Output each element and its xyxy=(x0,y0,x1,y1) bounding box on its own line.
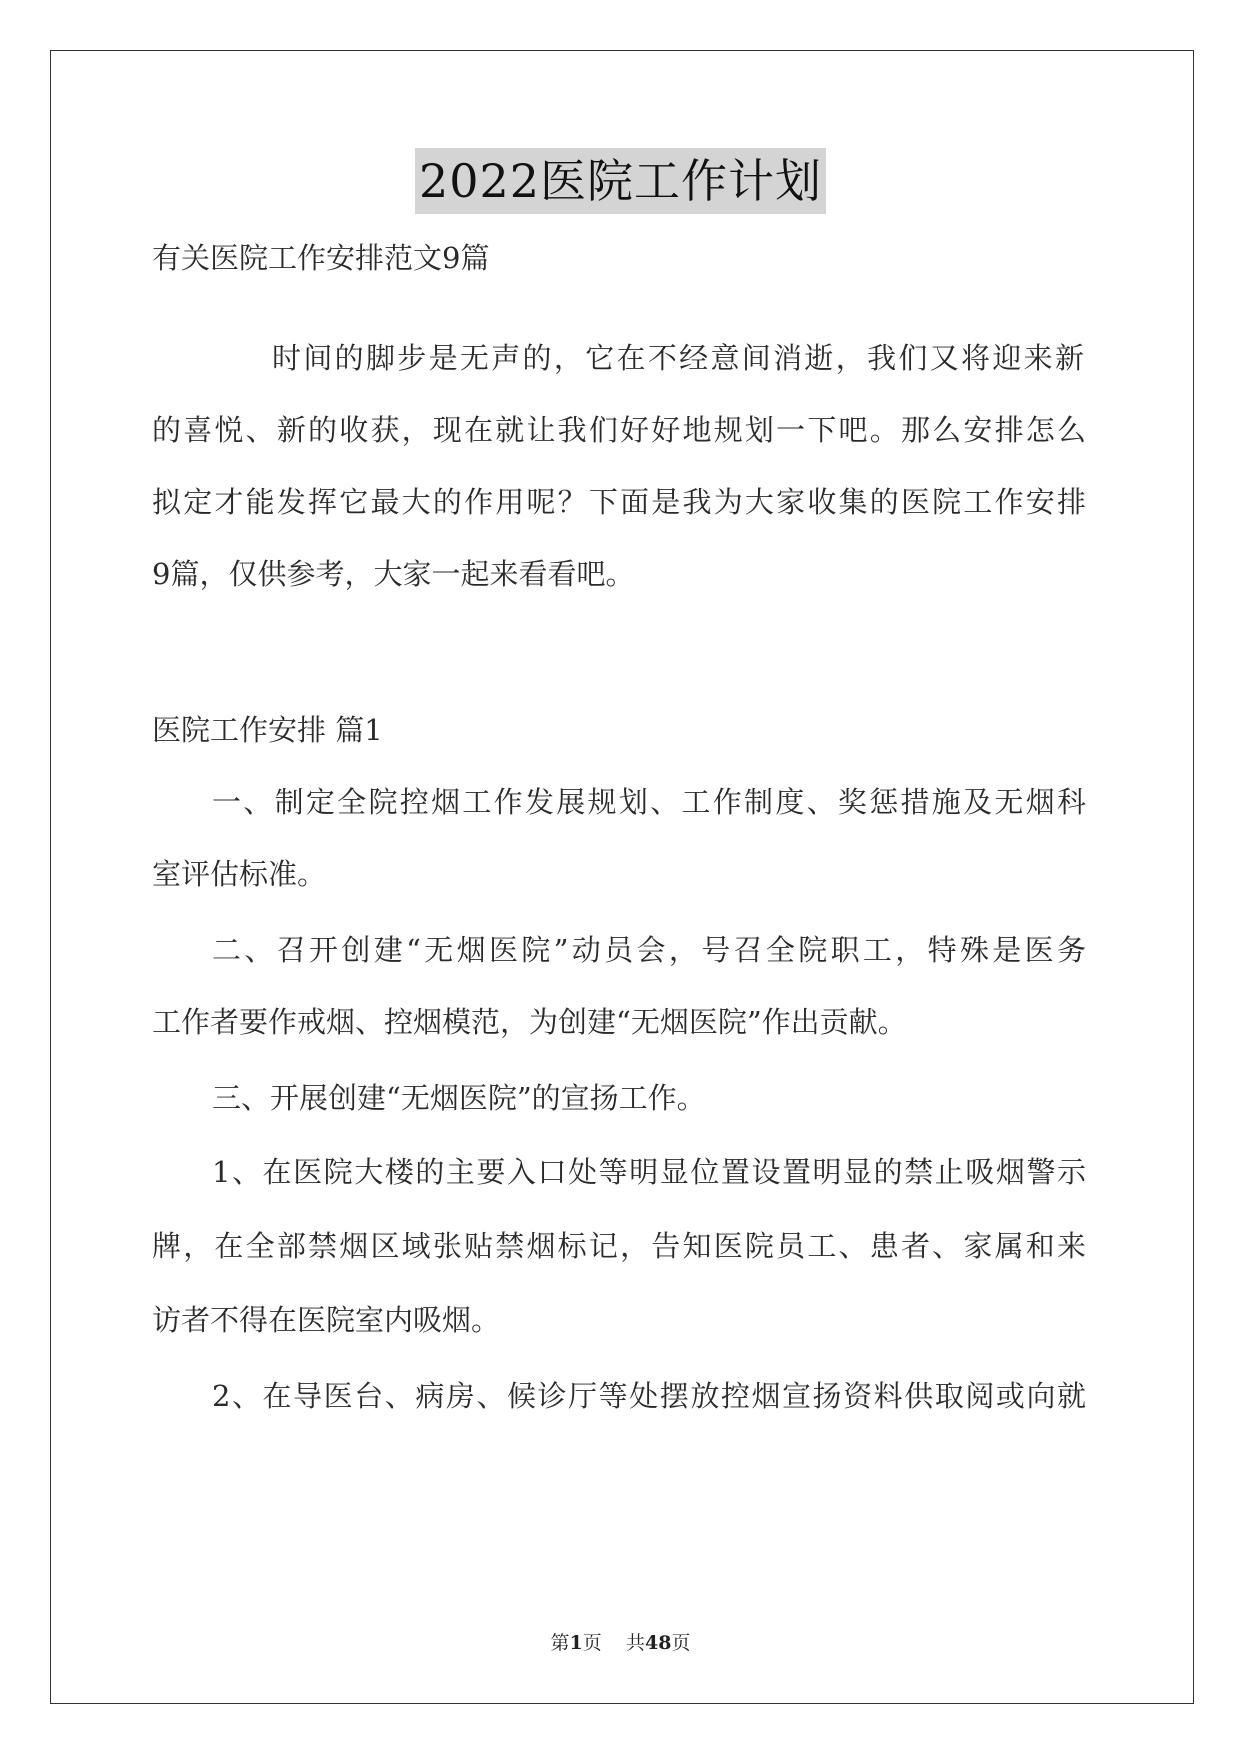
body-line-2: 室评估标准。 xyxy=(152,857,327,891)
section-heading: 医院工作安排 篇1 xyxy=(152,713,383,747)
document-subtitle: 有关医院工作安排范文9篇 xyxy=(152,241,490,275)
page-footer xyxy=(0,1628,1241,1655)
title-container xyxy=(0,148,1241,214)
body-line-9: 2、在导医台、病房、候诊厅等处摆放控烟宣扬资料供取阅或向就 xyxy=(212,1379,1086,1413)
document-title: 2022医院工作计划 xyxy=(415,148,826,214)
body-line-5: 三、开展创建“无烟医院”的宣扬工作。 xyxy=(212,1081,706,1115)
intro-line-3: 拟定才能发挥它最大的作用呢？下面是我为大家收集的医院工作安排 xyxy=(152,485,1086,519)
body-line-1: 一、制定全院控烟工作发展规划、工作制度、奖惩措施及无烟科 xyxy=(212,785,1086,819)
footer-total-pages: 48 xyxy=(644,1632,672,1654)
intro-line-2: 的喜悦、新的收获，现在就让我们好好地规划一下吧。那么安排怎么 xyxy=(152,413,1086,447)
intro-line-4: 9篇，仅供参考，大家一起来看看吧。 xyxy=(152,557,635,591)
body-line-3: 二、召开创建“无烟医院”动员会，号召全院职工，特殊是医务 xyxy=(212,933,1086,967)
body-line-4: 工作者要作戒烟、控烟模范，为创建“无烟医院”作出贡献。 xyxy=(152,1005,907,1039)
footer-page-prefix: 第 xyxy=(550,1632,570,1654)
intro-line-1: 时间的脚步是无声的，它在不经意间消逝，我们又将迎来新 xyxy=(272,341,1084,375)
footer-total-prefix: 共 xyxy=(625,1632,645,1654)
body-line-7: 牌，在全部禁烟区域张贴禁烟标记，告知医院员工、患者、家属和来 xyxy=(152,1229,1086,1263)
footer-total-suffix: 页 xyxy=(671,1632,691,1654)
body-line-8: 访者不得在医院室内吸烟。 xyxy=(152,1303,501,1337)
footer-page-suffix: 页 xyxy=(582,1632,602,1654)
body-line-6: 1、在医院大楼的主要入口处等明显位置设置明显的禁止吸烟警示 xyxy=(212,1155,1086,1189)
footer-page-number: 1 xyxy=(569,1632,583,1654)
